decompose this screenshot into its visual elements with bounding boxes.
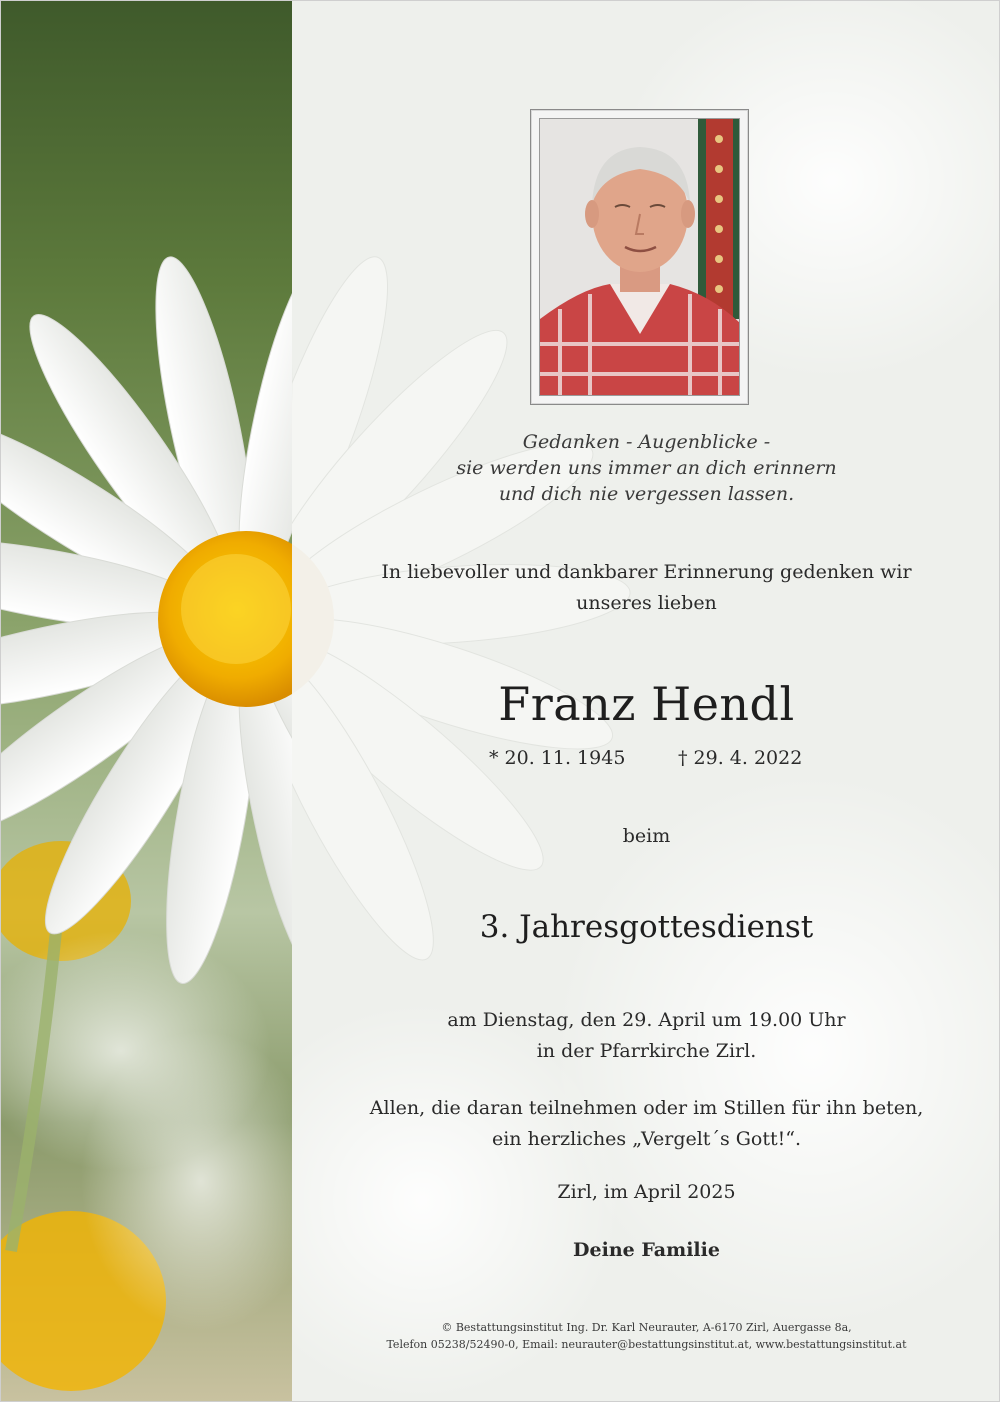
memorial-verse [292, 429, 1000, 507]
footer-imprint [292, 1319, 1000, 1353]
verse-line: sie werden uns immer an dich erinnern [456, 457, 837, 479]
death-date: † 29. 4. 2022 [678, 747, 803, 769]
service-title: 3. Jahresgottesdienst [479, 909, 814, 945]
verse-line: und dich nie vergessen lassen. [498, 483, 795, 505]
thanks-text [292, 1093, 1000, 1155]
obituary-text [292, 1, 1000, 1402]
intro-line: In liebevoller und dankbarer Erinnerung gedenken wir [381, 561, 912, 583]
service-location: in der Pfarrkirche Zirl. [536, 1040, 757, 1062]
service-datetime: am Dienstag, den 29. April um 19.00 Uhr [447, 1009, 846, 1031]
daisy-photo [1, 1, 292, 1402]
verse-line: Gedanken - Augenblicke - [522, 431, 771, 453]
person-portrait-icon [539, 118, 740, 396]
portrait-frame [530, 109, 749, 405]
footer-line: Telefon 05238/52490-0, Email: neurauter@bestattungsinstitut.at, www.bestattungsinstitut.at [386, 1338, 907, 1351]
intro-line: unseres lieben [576, 592, 717, 614]
service-details [292, 1005, 1000, 1067]
thanks-line: Allen, die daran teilnehmen oder im Stillen für ihn beten, [369, 1097, 924, 1119]
birth-date: * 20. 11. 1945 [489, 747, 626, 769]
footer-line: © Bestattungsinstitut Ing. Dr. Karl Neurauter, A-6170 Zirl, Auergasse 8a, [441, 1321, 852, 1334]
thanks-line: ein herzliches „Vergelt´s Gott!“. [491, 1128, 802, 1150]
intro-text [292, 557, 1000, 619]
daisy-flower-icon [1, 1, 292, 1402]
beim-text: beim [622, 825, 671, 847]
deceased-name: Franz Hendl [498, 677, 795, 731]
place-date: Zirl, im April 2025 [557, 1181, 736, 1203]
family-signature: Deine Familie [573, 1239, 720, 1261]
